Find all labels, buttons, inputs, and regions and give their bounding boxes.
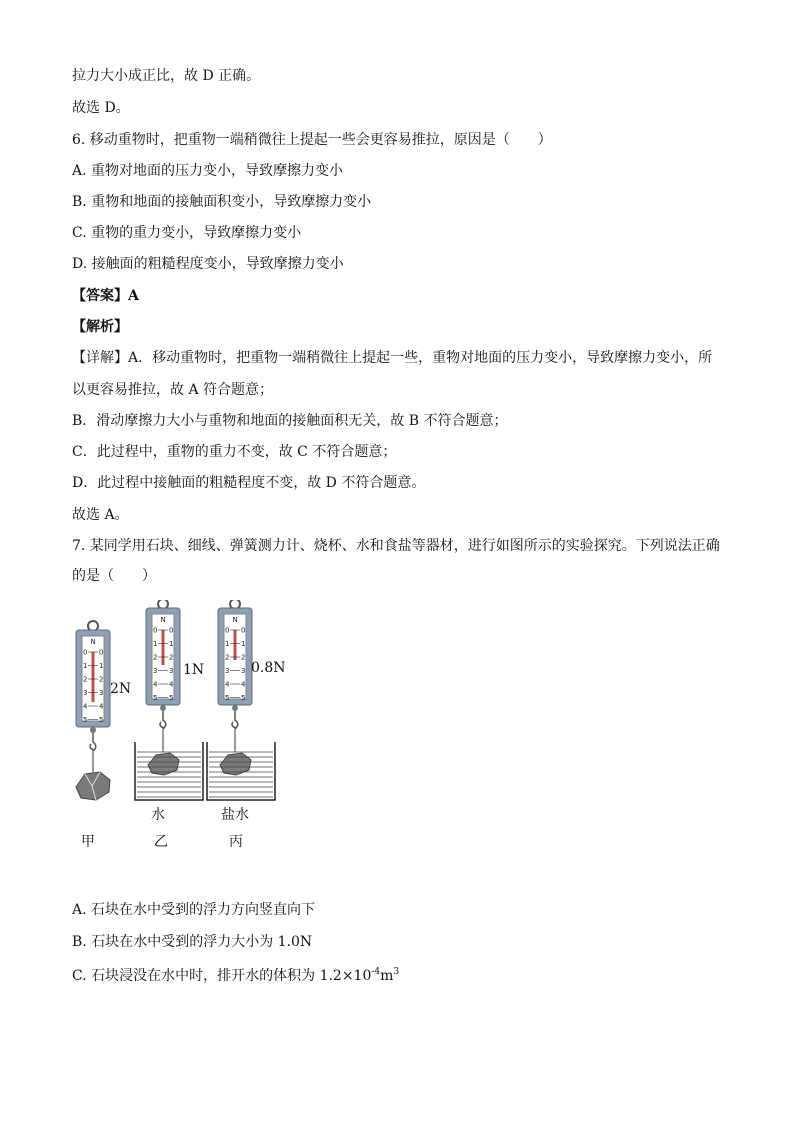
text-line: 故选 A。: [72, 507, 129, 523]
analysis-label: 【解析】: [72, 319, 128, 335]
option-c-text: C. 石块浸没在水中时，排开水的体积为 1.2×10: [72, 968, 372, 984]
scale-tick-label: 5: [225, 694, 230, 702]
figure-svg: [66, 600, 326, 820]
option-c-unit-exponent: 3: [393, 967, 400, 977]
scale-tick-label: 4: [241, 680, 246, 689]
scale-tick-label: 0: [83, 648, 88, 657]
scale-tick-label: 5: [99, 716, 104, 724]
scale-unit-label: N: [232, 616, 238, 624]
scale-tick-label: 4: [99, 702, 104, 711]
text-line: 拉力大小成正比，故 D 正确。: [72, 68, 261, 84]
reading-jia: 2N: [110, 681, 132, 697]
scale-tick-label: 0: [99, 648, 104, 657]
caption-yi: 乙: [154, 834, 168, 850]
option-c-unit: m: [380, 968, 394, 984]
spring-scale-jia: [76, 621, 110, 800]
scale-tick-label: 5: [83, 716, 88, 724]
scale-tick-label: 1: [241, 640, 246, 648]
scale-unit-label: N: [90, 638, 96, 646]
scale-tick-label: 5: [153, 694, 158, 702]
scale-tick-label: 3: [99, 689, 104, 697]
question-7: 7. 某同学用石块、细线、弹簧测力计、烧杯、水和食盐等器材，进行如图所示的实验探究。下列说法正确: [72, 538, 720, 554]
scale-tick-label: 2: [241, 653, 246, 662]
scale-tick-label: 3: [153, 667, 158, 675]
text-line: 故选 D。: [72, 100, 130, 116]
caption-bing: 丙: [229, 834, 243, 850]
question-7-cont: 的是（ ）: [72, 568, 156, 584]
scale-tick-label: 3: [241, 667, 246, 675]
scale-tick-label: 5: [169, 694, 174, 702]
scale-tick-label: 1: [83, 662, 88, 670]
scale-tick-label: 1: [169, 640, 174, 648]
scale-tick-label: 4: [169, 680, 174, 689]
scale-tick-label: 1: [153, 640, 158, 648]
scale-tick-label: 5: [241, 694, 246, 702]
option-b: B. 重物和地面的接触面积变小，导致摩擦力变小: [72, 194, 372, 210]
scale-tick-label: 0: [169, 626, 174, 635]
explanation-line: C．此过程中，重物的重力不变，故 C 不符合题意；: [72, 444, 397, 460]
scale-tick-label: 4: [225, 680, 230, 689]
explanation-line: D．此过程中接触面的粗糙程度不变，故 D 不符合题意。: [72, 475, 426, 491]
liquid-label-water: 水: [151, 807, 165, 823]
option-a: A. 重物对地面的压力变小，导致摩擦力变小: [72, 163, 344, 179]
scale-tick-label: 0: [153, 626, 158, 635]
liquid-label-saltwater: 盐水: [221, 807, 249, 823]
caption-jia: 甲: [81, 834, 95, 850]
explanation-line: 以更容易推拉，故 A 符合题意；: [72, 382, 274, 398]
answer-label: 【答案】A: [72, 288, 139, 304]
scale-tick-label: 4: [153, 680, 158, 689]
question-6: 6. 移动重物时，把重物一端稍微往上提起一些会更容易推拉，原因是（ ）: [72, 132, 552, 148]
scale-tick-label: 2: [225, 653, 230, 662]
explanation-line: B．滑动摩擦力大小与重物和地面的接触面积无关，故 B 不符合题意；: [72, 413, 508, 429]
option-c-exponent: -4: [371, 967, 381, 977]
option-b-q7: B. 石块在水中受到的浮力大小为 1.0N: [72, 934, 313, 950]
spring-scale-figure: [66, 600, 326, 820]
scale-tick-label: 0: [225, 626, 230, 635]
scale-tick-label: 3: [83, 689, 88, 697]
scale-tick-label: 1: [225, 640, 230, 648]
reading-yi: 1N: [183, 662, 205, 678]
scale-tick-label: 2: [153, 653, 158, 662]
option-c-q7: [72, 966, 399, 988]
scale-tick-label: 4: [83, 702, 88, 711]
scale-tick-label: 2: [99, 675, 104, 684]
option-a-q7: A. 石块在水中受到的浮力方向竖直向下: [72, 902, 316, 918]
reading-bing: 0.8N: [251, 660, 286, 676]
scale-tick-label: 3: [169, 667, 174, 675]
scale-tick-label: 3: [225, 667, 230, 675]
scale-unit-label: N: [160, 616, 166, 624]
scale-tick-label: 2: [83, 675, 88, 684]
option-d: D. 接触面的粗糙程度变小，导致摩擦力变小: [72, 256, 344, 272]
scale-tick-label: 1: [99, 662, 104, 670]
scale-tick-label: 2: [169, 653, 174, 662]
scale-tick-label: 0: [241, 626, 246, 635]
option-c: C. 重物的重力变小，导致摩擦力变小: [72, 225, 302, 241]
explanation-line: 【详解】A．移动重物时，把重物一端稍微往上提起一些，重物对地面的压力变小，导致摩擦力变小，所: [72, 350, 713, 366]
